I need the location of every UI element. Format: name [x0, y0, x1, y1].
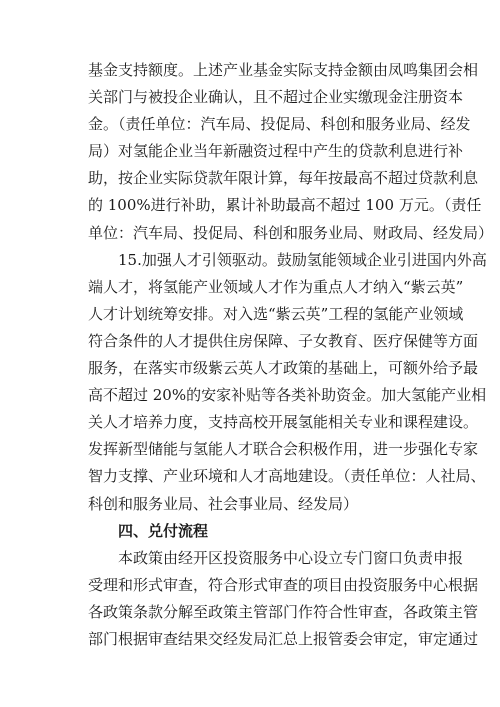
section-heading: 四、兑付流程 — [118, 521, 209, 540]
text-line: 单位：汽车局、投促局、科创和服务业局、财政局、经发局） — [88, 223, 494, 242]
text-line: 符合条件的人才提供住房保障、子女教育、医疗保健等方面 — [88, 331, 479, 350]
text-line: 发挥新型储能与氢能人才联合会积极作用，进一步强化专家 — [88, 440, 479, 459]
document-body — [88, 57, 494, 653]
text-line: 的 100%进行补助，累计补助最高不超过 100 万元。（责任 — [88, 196, 482, 215]
text-line: 端人才，将氢能产业领域人才作为重点人才纳入“紫云英” — [88, 277, 464, 296]
paragraph-start-line: 本政策由经开区投资服务中心设立专门窗口负责申报 — [118, 548, 464, 567]
text-line: 服务，在落实市级紫云英人才政策的基础上，可额外给予最 — [88, 359, 479, 378]
text-line: 助，按企业实际贷款年限计算，每年按最高不超过贷款利息 — [88, 169, 479, 188]
text-line: 智力支撑、产业环境和人才高地建设。（责任单位：人社局、 — [88, 467, 486, 486]
paragraph-start-line: 15.加强人才引领驱动。鼓励氢能领域企业引进国内外高 — [118, 250, 487, 269]
text-line: 金。（责任单位：汽车局、投促局、科创和服务业局、经发 — [88, 115, 471, 134]
text-line: 各政策条款分解至政策主管部门作符合性审查，各政策主管 — [88, 602, 479, 621]
text-line: 高不超过 20%的安家补贴等各类补助资金。加大氢能产业相 — [88, 386, 487, 405]
paragraph-end-line: 科创和服务业局、社会事业局、经发局） — [88, 494, 359, 513]
text-line: 基金支持额度。上述产业基金实际支持金额由凤鸣集团会相 — [88, 61, 479, 79]
text-line: 关人才培养力度，支持高校开展氢能相关专业和课程建设。 — [88, 413, 479, 432]
text-line: 人才计划统筹安排。对入选“紫云英”工程的氢能产业领域 — [88, 304, 464, 323]
text-line: 部门根据审查结果交经发局汇总上报管委会审定，审定通过 — [88, 629, 479, 648]
text-line: 局）对氢能企业当年新融资过程中产生的贷款利息进行补 — [88, 142, 464, 161]
text-line: 受理和形式审查，符合形式审查的项目由投资服务中心根据 — [88, 575, 479, 594]
text-line: 关部门与被投企业确认，且不超过企业实缴现金注册资本 — [88, 88, 464, 107]
